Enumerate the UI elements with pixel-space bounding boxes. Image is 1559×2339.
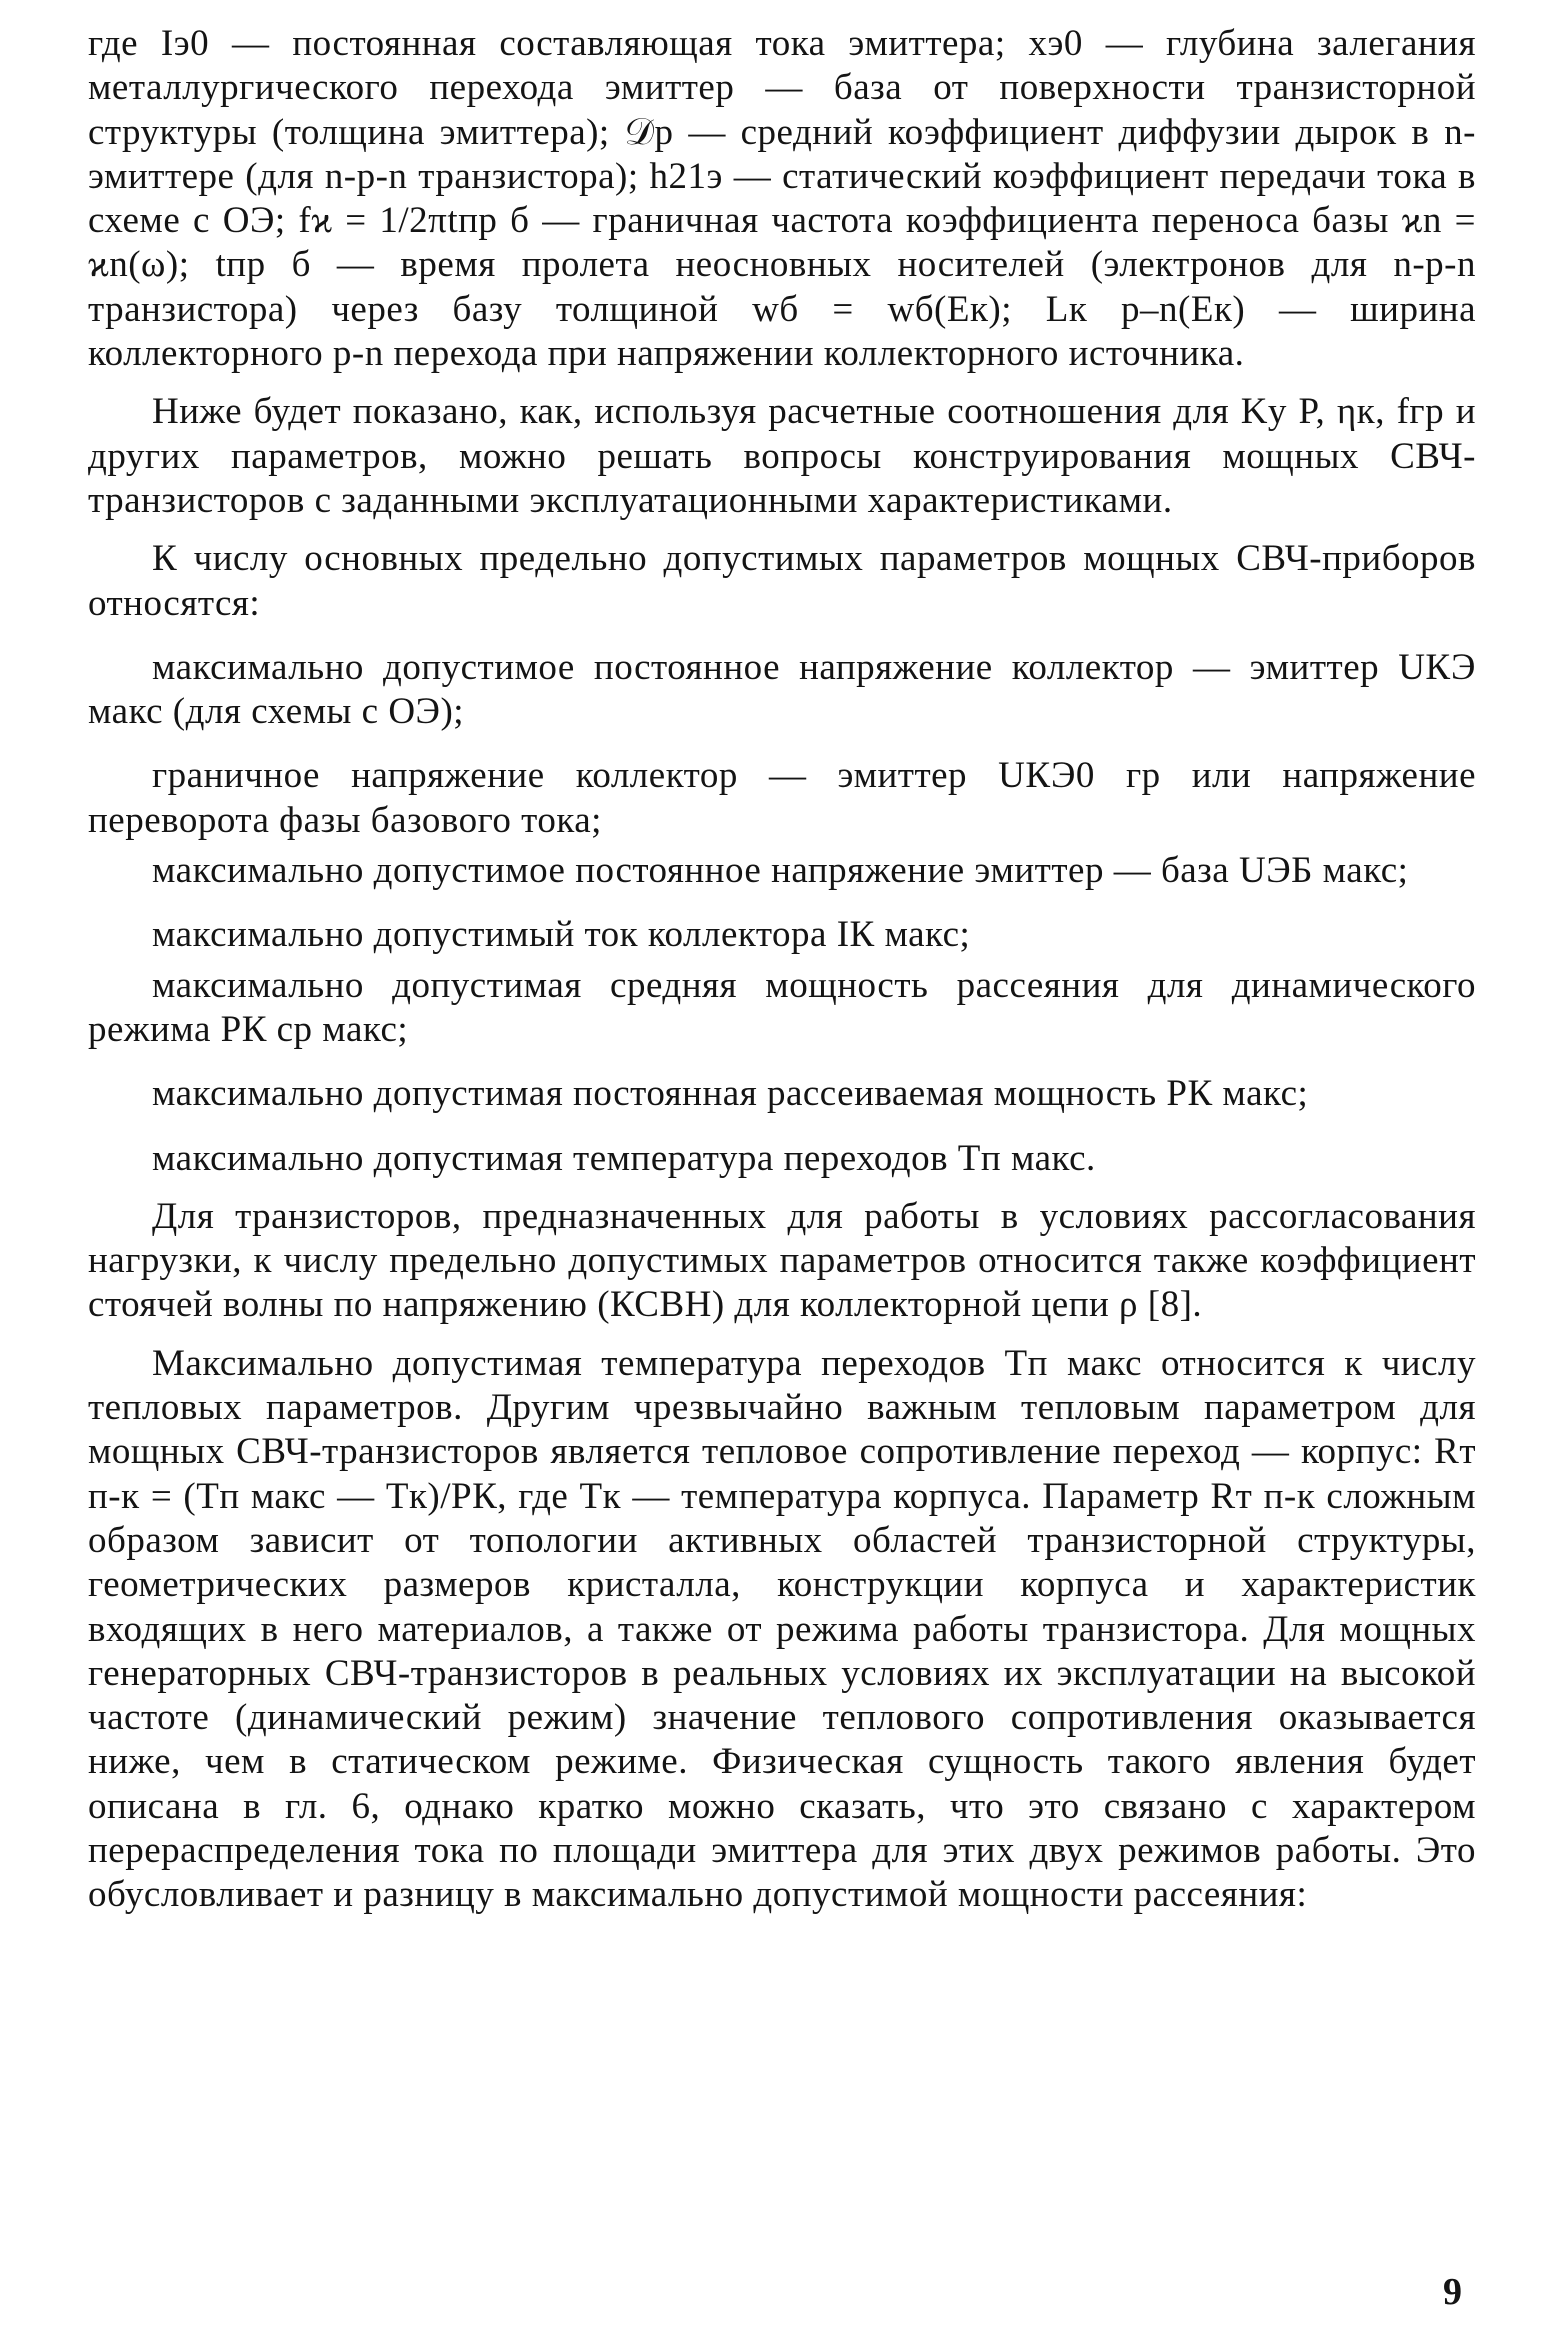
paragraph-thermal: Максимально допустимая температура переходов Tп макс относится к числу тепловых параметров. Другим чрезвычайно важным тепловым параметром для мощных СВЧ-транзисторов является тепловое сопротивление переход — корпус: Rт п-к = (Tп макс — Tк)/PК, где Tк — температура корпуса. Параметр Rт п-к сложным образом зависит от топологии активных областей транзисторной структуры, геометрических размеров кристалла, конструкции корпуса и характеристик входящих в него материалов, а также от режима работы транзистора. Для мощных генераторных СВЧ-транзисторов в реальных условиях их эксплуатации на высокой частоте (динамический режим) значение теплового сопротивления оказывается ниже, чем в статическом режиме. Физическая сущность такого явления будет описана в гл. 6, однако кратко можно сказать, что это связано с характером перераспределения тока по площади эмиттера для этих двух режимов работы. Это обусловливает и разницу в максимально допустимой мощности рассеяния:	[88, 1342, 1476, 1916]
list-item: максимально допустимая постоянная рассеиваемая мощность PК макс;	[152, 1073, 1309, 1115]
paragraph-vswr: Для транзисторов, предназначенных для работы в условиях рассогласования нагрузки, к числу предельно допустимых параметров относится также коэффициент стоячей волны по напряжению (КСВН) для коллекторной цепи ρ [8].	[88, 1195, 1476, 1326]
page-body	[88, 22, 1476, 1918]
list-item: максимально допустимый ток коллектора IК макс;	[152, 914, 971, 956]
list-item: максимально допустимое постоянное напряжение коллектор — эмиттер UКЭ макс (для схемы с ОЭ);	[88, 646, 1476, 733]
paragraph-definitions: где Iэ0 — постоянная составляющая тока эмиттера; xэ0 — глубина залегания металлургического перехода эмиттер — база от поверхности транзисторной структуры (толщина эмиттера); 𝒟p — средний коэффициент диффузии дырок в n-эмиттере (для n-p-n транзистора); h21э — статический коэффициент передачи тока в схеме с ОЭ; fϰ = 1/2πtпр б — граничная частота коэффициента переноса базы ϰn = ϰn(ω); tпр б — время пролета неосновных носителей (электронов для n-p-n транзистора) через базу толщиной wб = wб(Eк); Lк p–n(Eк) — ширина коллекторного p-n перехода при напряжении коллекторного источника.	[88, 23, 1476, 375]
list-item: максимально допустимая температура переходов Tп макс.	[152, 1137, 1096, 1179]
list-item: граничное напряжение коллектор — эмиттер UКЭ0 гр или напряжение переворота фазы базового тока;	[88, 755, 1476, 841]
paragraph-limits-intro: К числу основных предельно допустимых параметров мощных СВЧ-приборов относятся:	[88, 538, 1476, 624]
paragraph-design-intro: Ниже будет показано, как, используя расчетные соотношения для Kу P, ηк, fгр и других параметров, можно решать вопросы конструирования мощных СВЧ-транзисторов с заданными эксплуатационными характеристиками.	[88, 391, 1476, 521]
page-number: 9	[1443, 2271, 1462, 2313]
list-item: максимально допустимое постоянное напряжение эмиттер — база UЭБ макс;	[152, 850, 1409, 892]
list-item: максимально допустимая средняя мощность рассеяния для динамического режима PК ср макс;	[88, 964, 1476, 1050]
